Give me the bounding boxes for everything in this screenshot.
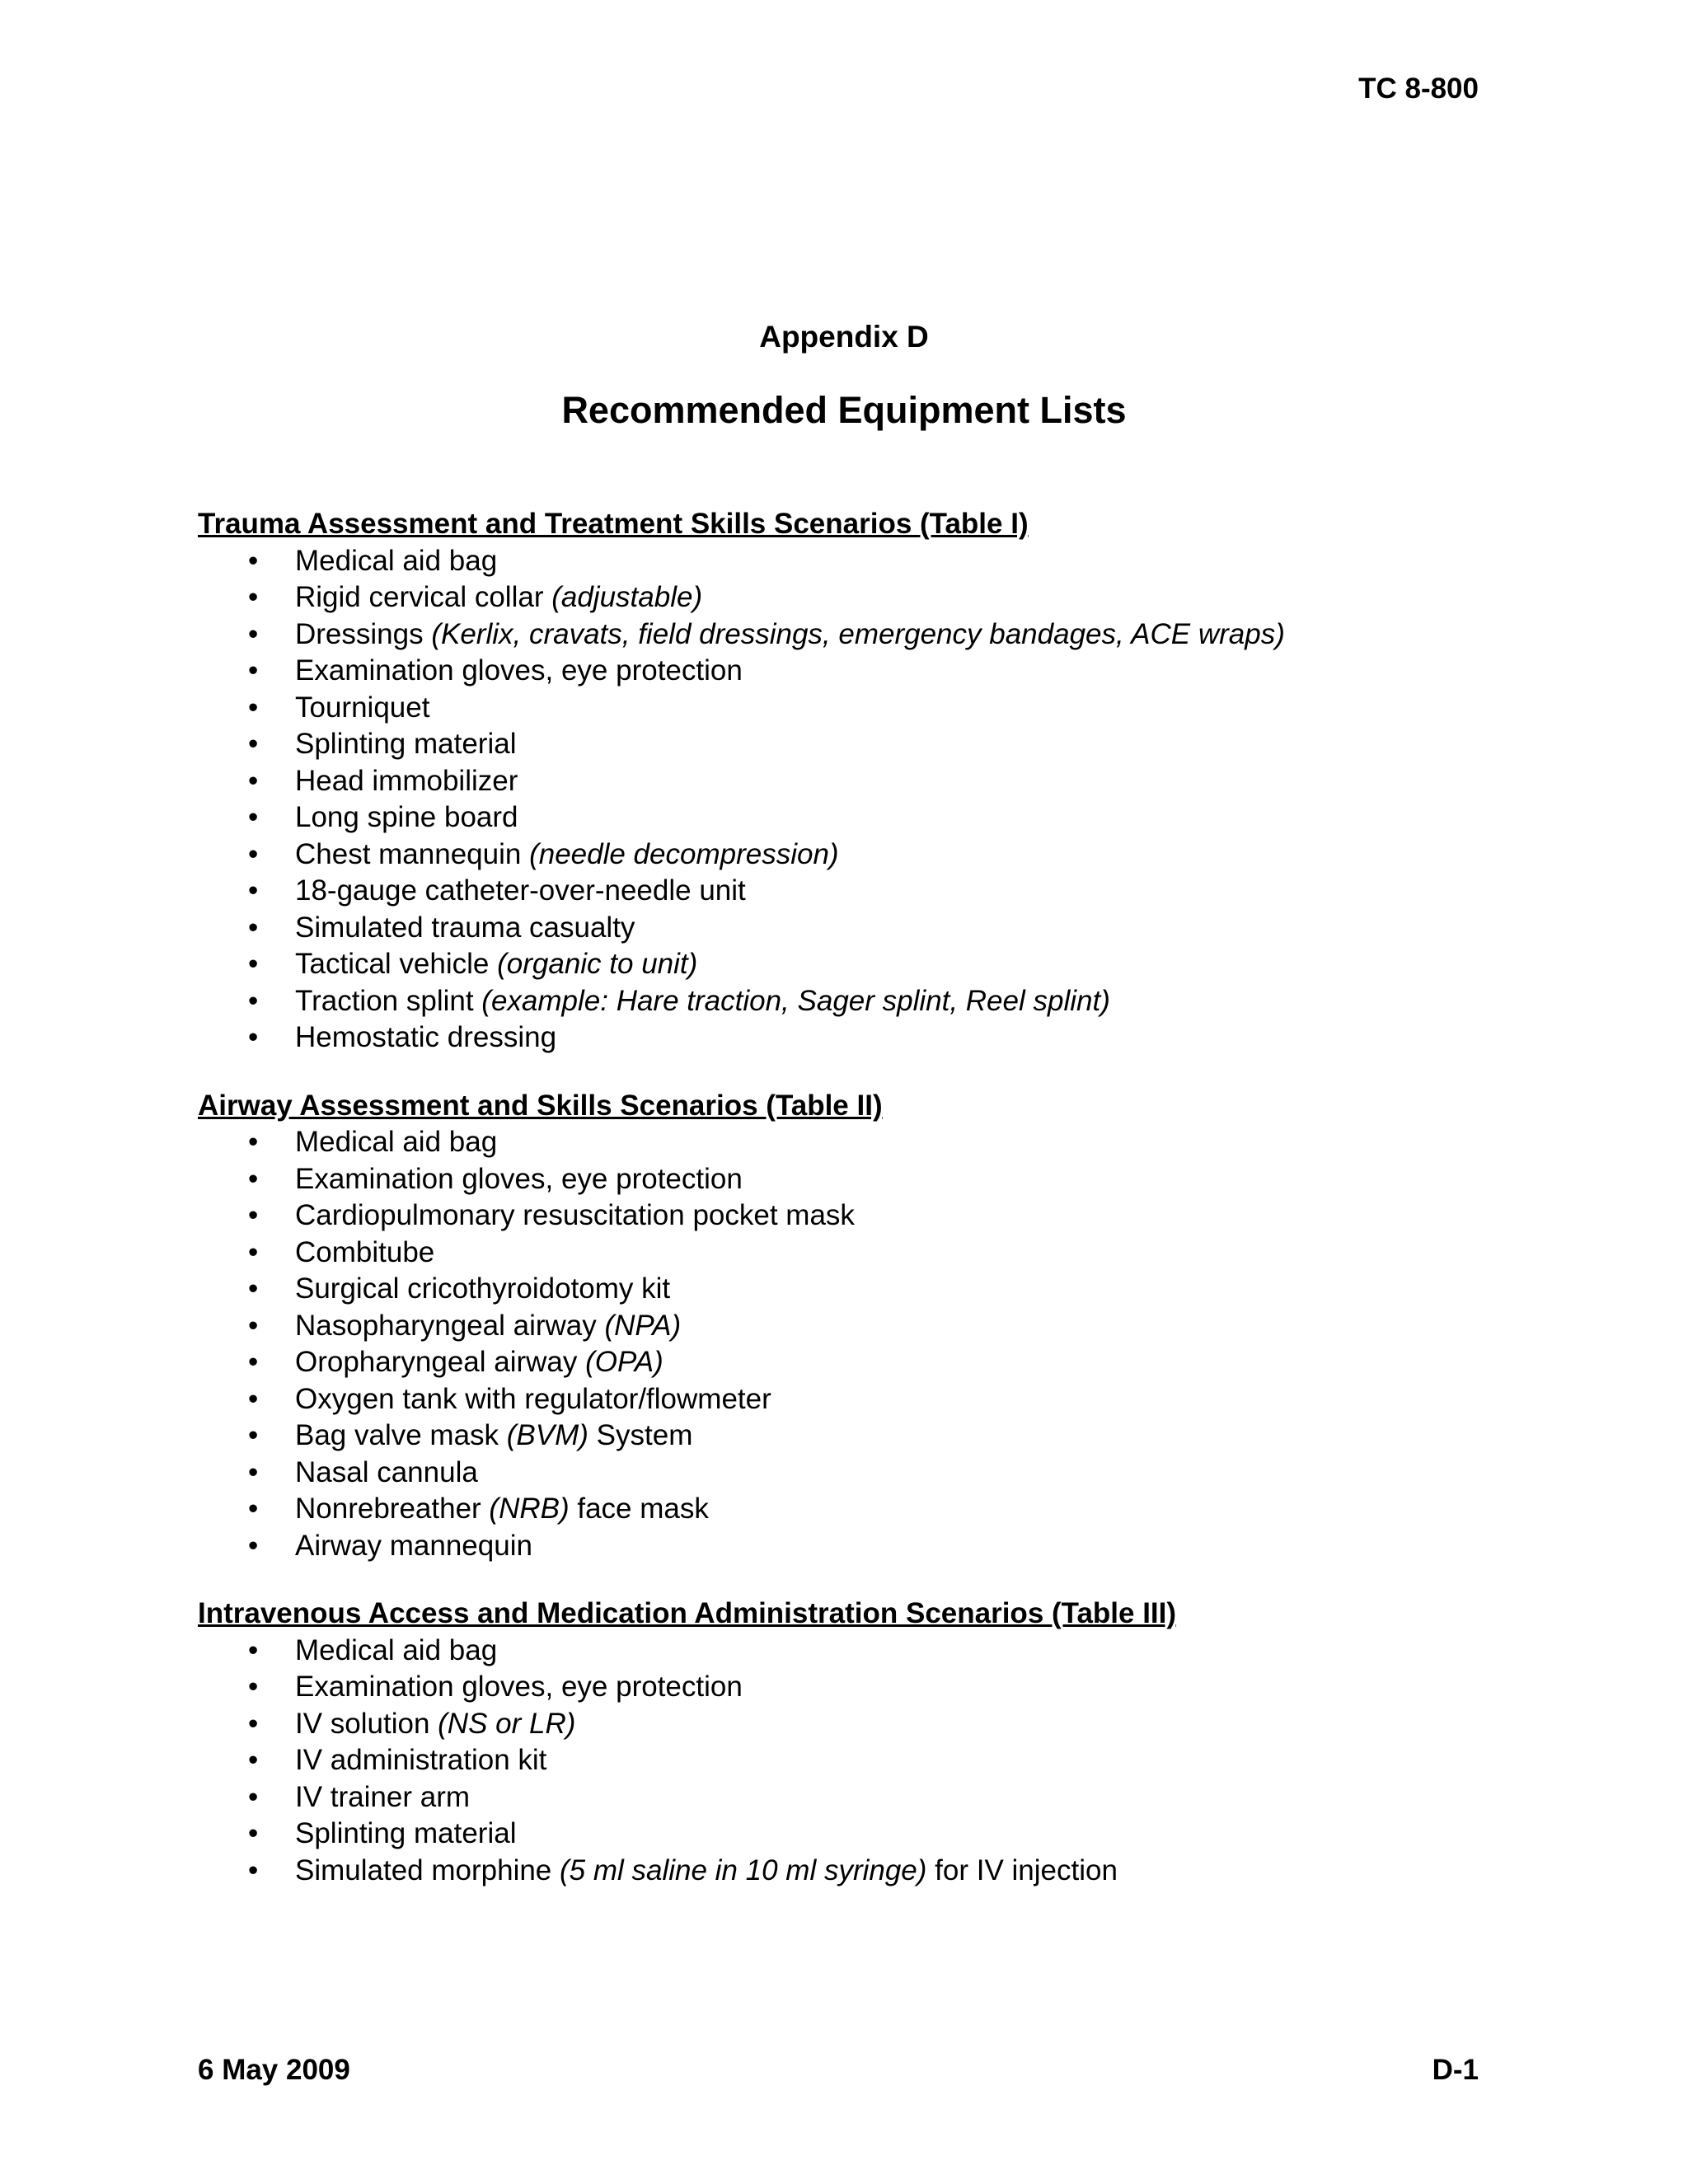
list-item <box>198 1271 1533 1308</box>
item-note: (5 ml saline in 10 ml syringe) <box>560 1854 927 1886</box>
item-text: Bag valve mask <box>295 1419 507 1451</box>
bullet-icon: • <box>248 1493 259 1525</box>
bullet-icon: • <box>248 1272 259 1305</box>
equipment-sections <box>198 506 1533 1920</box>
list-item <box>198 763 1533 800</box>
list-item <box>198 873 1533 910</box>
bullet-icon: • <box>248 1633 259 1666</box>
item-text: Oxygen tank with regulator/flowmeter <box>295 1382 771 1415</box>
item-text: Nasal cannula <box>295 1455 478 1488</box>
appendix-label: Appendix D <box>759 320 929 354</box>
list-item <box>198 1528 1533 1565</box>
bullet-icon: • <box>248 1235 259 1268</box>
item-text: Head immobilizer <box>295 764 518 797</box>
bullet-icon: • <box>248 1162 259 1195</box>
section-heading: Intravenous Access and Medication Administration Scenarios (Table III) <box>198 1597 1177 1629</box>
bullet-icon: • <box>248 581 259 613</box>
bullet-icon: • <box>248 837 259 870</box>
item-text: Examination gloves, eye protection <box>295 654 743 687</box>
bullet-icon: • <box>248 1382 259 1415</box>
equipment-list <box>198 1124 1533 1564</box>
list-item <box>198 1779 1533 1816</box>
bullet-icon: • <box>248 874 259 907</box>
list-item <box>198 1197 1533 1235</box>
bullet-icon: • <box>248 728 259 760</box>
list-item <box>198 1853 1533 1890</box>
list-item <box>198 1019 1533 1057</box>
bullet-icon: • <box>248 1854 259 1886</box>
item-text: Rigid cervical collar <box>295 581 552 613</box>
bullet-icon: • <box>248 764 259 797</box>
bullet-icon: • <box>248 948 259 980</box>
item-text: Cardiopulmonary resuscitation pocket mask <box>295 1199 855 1231</box>
list-item <box>198 1633 1533 1670</box>
list-item <box>198 1344 1533 1381</box>
item-suffix: System <box>588 1419 693 1451</box>
bullet-icon: • <box>248 1309 259 1342</box>
list-item <box>198 1455 1533 1492</box>
item-text: Oropharyngeal airway <box>295 1346 586 1378</box>
item-note: (BVM) <box>506 1419 588 1451</box>
list-item <box>198 1491 1533 1528</box>
equipment-list <box>198 543 1533 1057</box>
list-item <box>198 1161 1533 1198</box>
item-text: Surgical cricothyroidotomy kit <box>295 1272 671 1305</box>
bullet-icon: • <box>248 1021 259 1053</box>
list-item <box>198 726 1533 763</box>
document-id: TC 8-800 <box>1358 73 1479 105</box>
item-text: Examination gloves, eye protection <box>295 1162 743 1195</box>
list-item <box>198 1418 1533 1455</box>
bullet-icon: • <box>248 1529 259 1562</box>
item-text: Airway mannequin <box>295 1529 532 1562</box>
list-item <box>198 1381 1533 1418</box>
item-text: Medical aid bag <box>295 544 498 577</box>
list-item <box>198 910 1533 947</box>
list-item <box>198 616 1533 654</box>
list-item <box>198 653 1533 690</box>
bullet-icon: • <box>248 1671 259 1703</box>
bullet-icon: • <box>248 1817 259 1849</box>
item-note: (Kerlix, cravats, field dressings, emergency bandages, ACE wraps) <box>431 617 1285 650</box>
section-airway <box>198 1088 1533 1565</box>
bullet-icon: • <box>248 1419 259 1451</box>
list-item <box>198 1235 1533 1272</box>
list-item <box>198 543 1533 580</box>
footer-date: 6 May 2009 <box>198 2054 350 2086</box>
page-title: Recommended Equipment Lists <box>561 389 1127 431</box>
bullet-icon: • <box>248 1744 259 1776</box>
section-trauma <box>198 506 1533 1057</box>
list-item <box>198 1706 1533 1743</box>
item-note: (OPA) <box>585 1346 663 1378</box>
list-item <box>198 579 1533 616</box>
item-text: Hemostatic dressing <box>295 1021 557 1053</box>
item-suffix: for IV injection <box>926 1854 1118 1886</box>
item-text: Medical aid bag <box>295 1126 498 1158</box>
bullet-icon: • <box>248 984 259 1017</box>
item-text: IV solution <box>295 1707 438 1740</box>
item-text: Nonrebreather <box>295 1493 490 1525</box>
item-text: Tourniquet <box>295 691 430 724</box>
list-item <box>198 1742 1533 1779</box>
list-item <box>198 799 1533 837</box>
item-text: IV administration kit <box>295 1744 547 1776</box>
item-text: Nasopharyngeal airway <box>295 1309 605 1342</box>
item-text: Medical aid bag <box>295 1633 498 1666</box>
bullet-icon: • <box>248 1126 259 1158</box>
item-suffix: face mask <box>569 1493 709 1525</box>
item-text: Simulated morphine <box>295 1854 560 1886</box>
item-text: Traction splint <box>295 984 482 1017</box>
item-text: Combitube <box>295 1235 435 1268</box>
bullet-icon: • <box>248 1455 259 1488</box>
equipment-list <box>198 1633 1533 1890</box>
section-heading: Trauma Assessment and Treatment Skills Scenarios (Table I) <box>198 508 1029 540</box>
item-note: (NPA) <box>604 1309 682 1342</box>
list-item <box>198 690 1533 727</box>
item-text: Long spine board <box>295 801 518 833</box>
item-text: Chest mannequin <box>295 837 530 870</box>
item-note: (NS or LR) <box>438 1707 576 1740</box>
bullet-icon: • <box>248 654 259 687</box>
list-item <box>198 1124 1533 1161</box>
item-note: (organic to unit) <box>497 948 698 980</box>
bullet-icon: • <box>248 1780 259 1813</box>
list-item <box>198 837 1533 874</box>
item-note: (needle decompression) <box>529 837 839 870</box>
item-text: Examination gloves, eye protection <box>295 1671 743 1703</box>
bullet-icon: • <box>248 1199 259 1231</box>
item-text: Splinting material <box>295 728 517 760</box>
bullet-icon: • <box>248 691 259 724</box>
item-note: (adjustable) <box>551 581 703 613</box>
list-item <box>198 1669 1533 1706</box>
bullet-icon: • <box>248 1346 259 1378</box>
bullet-icon: • <box>248 801 259 833</box>
item-text: IV trainer arm <box>295 1780 470 1813</box>
bullet-icon: • <box>248 1707 259 1740</box>
list-item <box>198 1308 1533 1345</box>
item-note: (example: Hare traction, Sager splint, Reel splint) <box>481 984 1110 1017</box>
item-text: Dressings <box>295 617 432 650</box>
section-intravenous <box>198 1596 1533 1889</box>
section-heading: Airway Assessment and Skills Scenarios (Table II) <box>198 1089 883 1122</box>
page-number: D-1 <box>1432 2054 1479 2086</box>
item-text: Simulated trauma casualty <box>295 911 635 944</box>
item-text: Tactical vehicle <box>295 948 498 980</box>
list-item <box>198 1816 1533 1853</box>
item-note: (NRB) <box>489 1493 570 1525</box>
bullet-icon: • <box>248 544 259 577</box>
bullet-icon: • <box>248 911 259 944</box>
bullet-icon: • <box>248 617 259 650</box>
list-item <box>198 983 1533 1020</box>
item-text: 18-gauge catheter-over-needle unit <box>295 874 746 907</box>
item-text: Splinting material <box>295 1817 517 1849</box>
list-item <box>198 946 1533 983</box>
